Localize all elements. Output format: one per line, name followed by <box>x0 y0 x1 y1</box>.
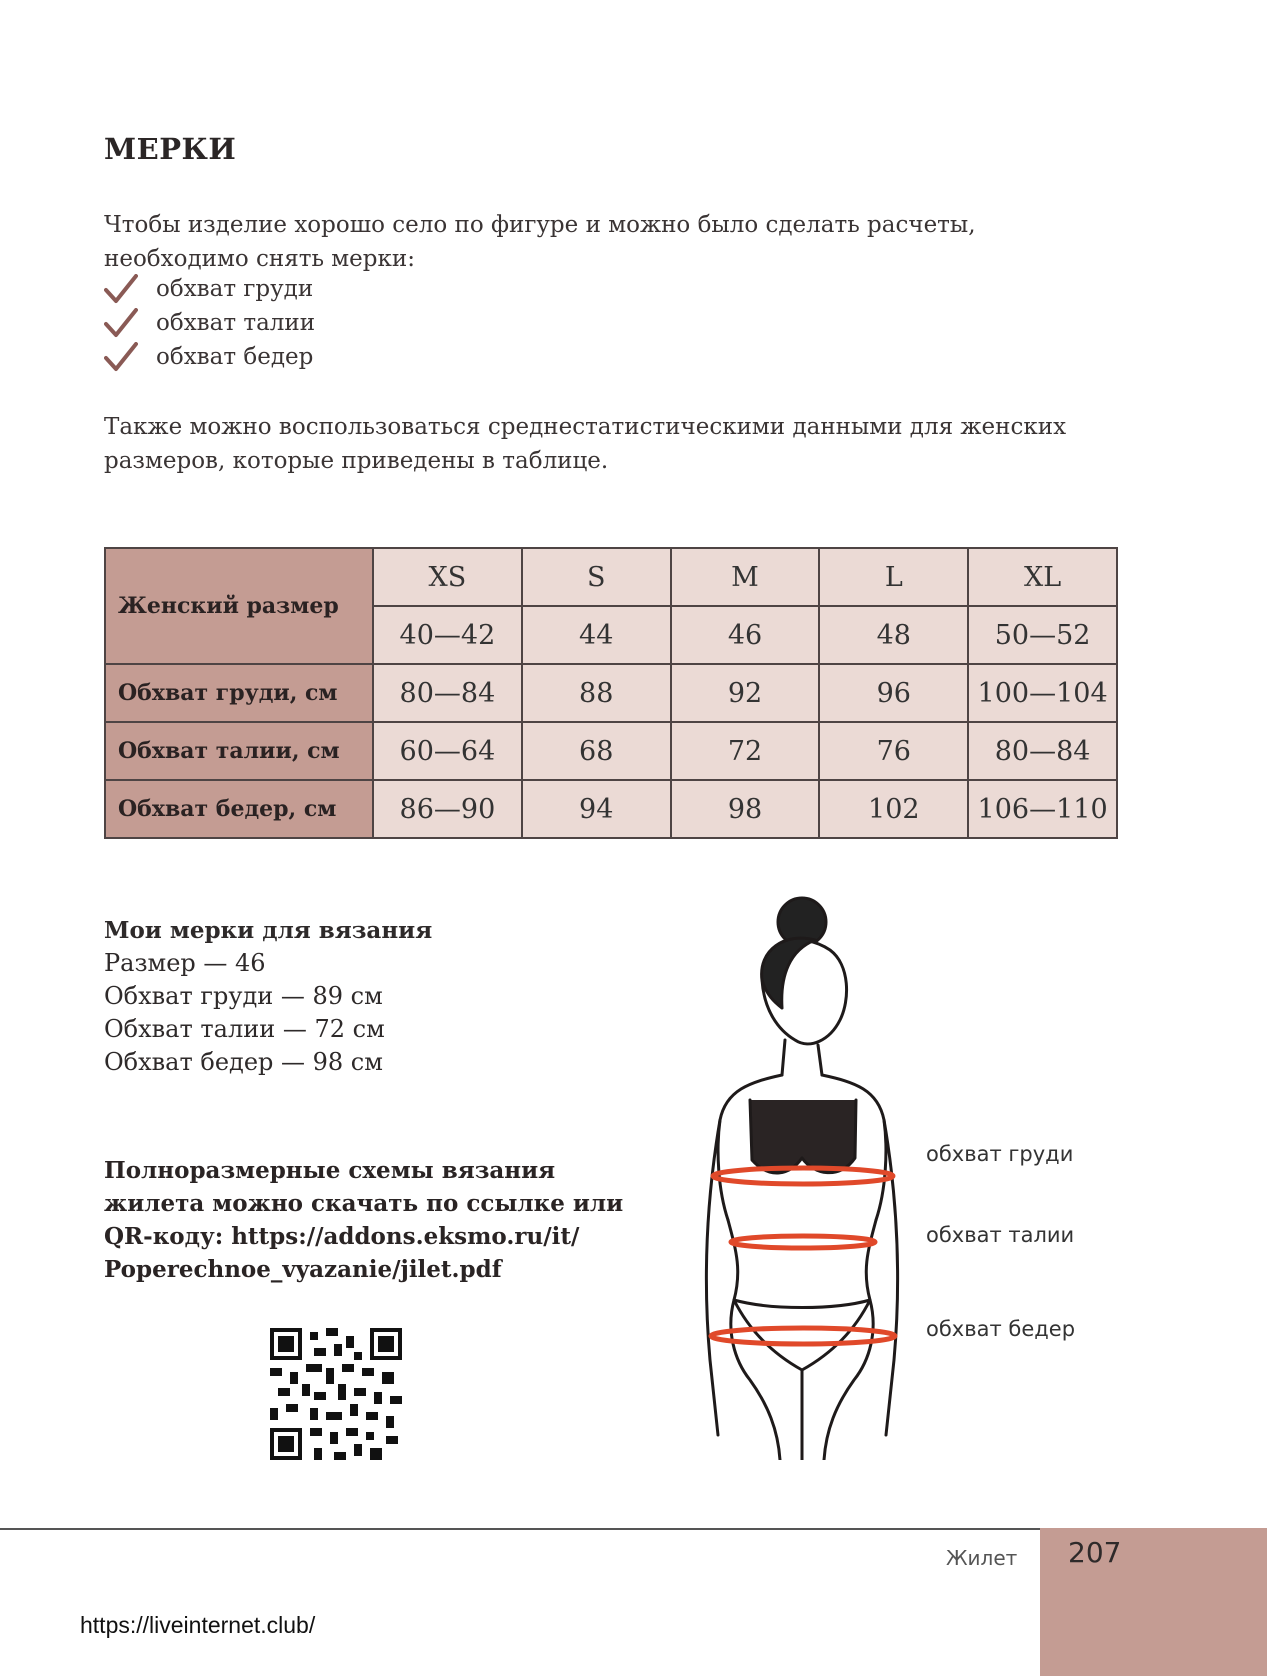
table-cell: 76 <box>819 722 968 780</box>
measurement-checklist <box>104 272 315 374</box>
table-cell: 72 <box>671 722 820 780</box>
my-bust: Обхват груди — 89 см <box>104 982 383 1010</box>
female-silhouette-icon <box>690 890 1080 1460</box>
size-letter-cell: S <box>522 548 671 606</box>
hips-label: обхват бедер <box>926 1317 1076 1341</box>
size-letter-cell: L <box>819 548 968 606</box>
checklist-label: обхват талии <box>156 310 316 336</box>
my-measurements-title: Мои мерки для вязания <box>104 917 433 944</box>
row-label-cell: Обхват талии, см <box>105 722 373 780</box>
bust-label: обхват груди <box>926 1142 1074 1166</box>
body-figure <box>690 890 1080 1460</box>
source-url-link[interactable]: https://liveinternet.club/ <box>80 1612 316 1638</box>
table-note: Также можно воспользоваться среднестатистическими данными для женских размеров, которые приведены в таблице. <box>104 414 1067 474</box>
table-cell: 80—84 <box>968 722 1117 780</box>
size-letter-cell: XL <box>968 548 1117 606</box>
my-hips: Обхват бедер — 98 см <box>104 1048 383 1076</box>
size-number-cell: 40—42 <box>373 606 522 664</box>
download-link[interactable]: QR-коду: https://addons.eksmo.ru/it/ <box>104 1223 580 1250</box>
size-letter-cell: M <box>671 548 820 606</box>
table-row <box>105 548 1117 606</box>
checkmark-icon <box>104 308 156 338</box>
table-cell: 98 <box>671 780 820 838</box>
checklist-item <box>104 340 315 374</box>
checkmark-icon <box>104 342 156 372</box>
download-line: Полноразмерные схемы вязания <box>104 1157 556 1184</box>
table-cell: 102 <box>819 780 968 838</box>
table-cell: 86—90 <box>373 780 522 838</box>
table-row <box>105 780 1117 838</box>
intro-text: Чтобы изделие хорошо село по фигуре и можно было сделать расчеты, необходимо снять мерки: <box>104 212 976 272</box>
size-number-cell: 46 <box>671 606 820 664</box>
size-number-cell: 44 <box>522 606 671 664</box>
qr-code-icon[interactable] <box>270 1328 402 1460</box>
table-cell: 60—64 <box>373 722 522 780</box>
row-label-cell: Обхват груди, см <box>105 664 373 722</box>
checklist-item <box>104 272 315 306</box>
download-note <box>104 1154 623 1286</box>
table-cell: 100—104 <box>968 664 1117 722</box>
table-cell: 92 <box>671 664 820 722</box>
size-number-cell: 48 <box>819 606 968 664</box>
table-row <box>105 722 1117 780</box>
checklist-label: обхват бедер <box>156 344 314 370</box>
table-cell: 88 <box>522 664 671 722</box>
table-cell: 80—84 <box>373 664 522 722</box>
chapter-name: Жилет <box>946 1546 1018 1570</box>
download-link[interactable]: Poperechnoe_vyazanie/jilet.pdf <box>104 1256 502 1283</box>
size-number-cell: 50—52 <box>968 606 1117 664</box>
waist-label: обхват талии <box>926 1223 1075 1247</box>
my-waist: Обхват талии — 72 см <box>104 1015 385 1043</box>
footer-divider <box>0 1528 1040 1530</box>
checklist-item <box>104 306 315 340</box>
table-cell: 68 <box>522 722 671 780</box>
my-size: Размер — 46 <box>104 949 266 977</box>
checklist-label: обхват груди <box>156 276 314 302</box>
row-label-cell: Обхват бедер, см <box>105 780 373 838</box>
table-cell: 106—110 <box>968 780 1117 838</box>
size-label-cell: Женский размер <box>105 548 373 664</box>
size-letter-cell: XS <box>373 548 522 606</box>
table-cell: 96 <box>819 664 968 722</box>
table-cell: 94 <box>522 780 671 838</box>
size-table <box>104 547 1118 839</box>
my-measurements <box>104 914 432 1079</box>
page-title: МЕРКИ <box>104 132 237 166</box>
table-row <box>105 664 1117 722</box>
download-line: жилета можно скачать по ссылке или <box>104 1190 624 1217</box>
page-number: 207 <box>1068 1536 1122 1569</box>
checkmark-icon <box>104 274 156 304</box>
